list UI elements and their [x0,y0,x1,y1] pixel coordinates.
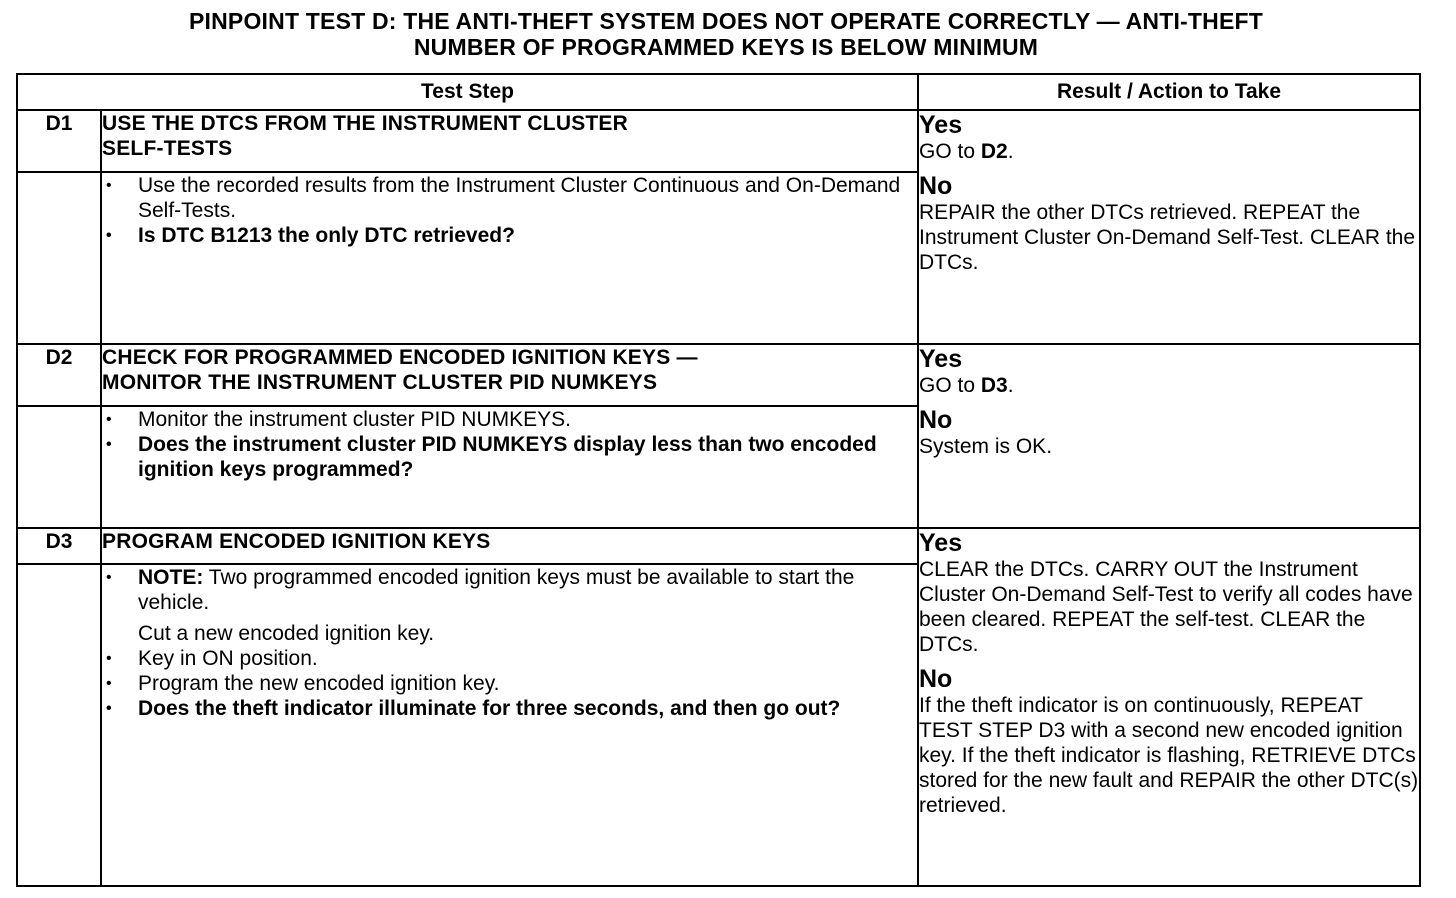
step-d1-result [918,110,1420,344]
note-label: NOTE: [138,566,204,589]
step-id-blank [17,406,101,528]
no-action: REPAIR the other DTCs retrieved. REPEAT the Instrument Cluster On-Demand Self-Test. CLEAR the DTCs. [919,201,1416,274]
step-d3-result [918,528,1420,886]
no-label: No [919,406,953,434]
yes-action: GO to D3. [919,374,1014,397]
no-action: If the theft indicator is on continuously, REPEAT TEST STEP D3 with a second new encoded ignition key. If the theft indicator is flashing, RETRIEVE DTCs stored for the new fault and REPAIR the other DTC(s) retrieved. [919,694,1419,817]
list-item: • Program the new encoded ignition key. [102,671,917,696]
step-id-blank [17,172,101,344]
step-heading-line: PROGRAM ENCODED IGNITION KEYS [102,530,491,553]
list-item: • Does the instrument cluster PID NUMKEYS display less than two encoded ignition keys programmed? [102,432,917,482]
step-heading [101,344,918,406]
step-id: D3 [17,528,101,564]
note-text: Two programmed encoded ignition keys must be available to start the vehicle. [138,566,855,614]
list-item: • Does the theft indicator illuminate for three seconds, and then go out? [102,696,917,721]
step-id-blank [17,564,101,886]
list-item: Cut a new encoded ignition key. [138,622,435,645]
step-d1-heading-row [17,110,1420,172]
step-heading-line: CHECK FOR PROGRAMMED ENCODED IGNITION KEYS — [102,346,698,369]
table-header-row [17,74,1420,110]
yes-action: GO to D2. [919,140,1014,163]
step-id: D2 [17,344,101,406]
step-heading-line: SELF-TESTS [102,137,233,160]
list-item [102,565,917,615]
title-line-2: NUMBER OF PROGRAMMED KEYS IS BELOW MINIMUM [413,34,1039,60]
yes-label: Yes [919,529,963,557]
yes-label: Yes [919,345,963,373]
no-label: No [919,172,953,200]
step-heading-line: USE THE DTCS FROM THE INSTRUMENT CLUSTER [102,112,628,135]
title-line-1: PINPOINT TEST D: THE ANTI-THEFT SYSTEM DOES NOT OPERATE CORRECTLY — ANTI-THEFT [188,8,1264,34]
step-heading [101,528,918,564]
header-test-step: Test Step [17,74,918,110]
step-heading [101,110,918,172]
list-item: • Monitor the instrument cluster PID NUMKEYS. [102,407,917,432]
list-item: • Is DTC B1213 the only DTC retrieved? [102,223,917,248]
no-action: System is OK. [919,435,1053,458]
header-result: Result / Action to Take [918,74,1420,110]
step-d2-heading-row [17,344,1420,406]
yes-label: Yes [919,111,963,139]
list-item: • Use the recorded results from the Instrument Cluster Continuous and On-Demand Self-Tests. [102,173,917,223]
pinpoint-test-table [16,73,1421,887]
step-heading-line: MONITOR THE INSTRUMENT CLUSTER PID NUMKEYS [102,371,658,394]
no-label: No [919,665,953,693]
step-body [101,172,918,344]
step-body [101,406,918,528]
step-body [101,564,918,886]
step-d2-result [918,344,1420,528]
list-item: • Key in ON position. [102,646,917,671]
page-title [16,8,1436,60]
yes-action: CLEAR the DTCs. CARRY OUT the Instrument Cluster On-Demand Self-Test to verify all codes have been cleared. REPEAT the self-test. CLEAR the DTCs. [919,558,1413,656]
step-d3-heading-row [17,528,1420,564]
step-id: D1 [17,110,101,172]
